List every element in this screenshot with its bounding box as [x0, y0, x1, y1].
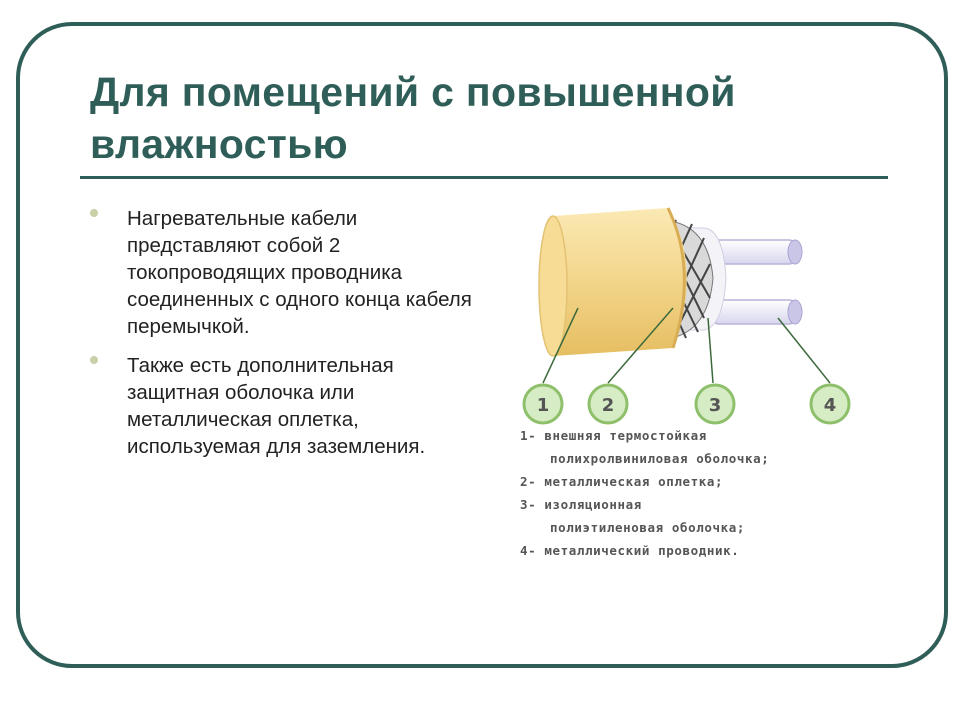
legend-line: 1- внешняя термостойкая: [520, 428, 707, 443]
outer-sheath: [539, 208, 687, 356]
callout-1: [524, 385, 562, 423]
svg-text:4: 4: [823, 395, 837, 416]
diagram-legend: [520, 424, 880, 562]
legend-line: 4- металлический проводник.: [520, 543, 740, 558]
svg-text:2: 2: [601, 395, 615, 416]
bullet-dot-icon: [90, 356, 98, 364]
callout-3: [696, 385, 734, 423]
bullet-list: [90, 205, 480, 472]
callout-4: [811, 385, 849, 423]
conductors: [713, 240, 802, 324]
legend-line: полихролвиниловая оболочка;: [550, 451, 770, 466]
svg-text:3: 3: [708, 395, 722, 416]
legend-line: полиэтиленовая оболочка;: [550, 520, 746, 535]
bullet-item: [90, 205, 480, 340]
slide-title: Для помещений с повышенной влажностью: [90, 69, 736, 167]
bullet-item: [90, 352, 480, 460]
legend-line: 2- металлическая оплетка;: [520, 474, 724, 489]
callout-2: [589, 385, 627, 423]
legend-line: 3- изоляционная: [520, 497, 642, 512]
title-underline: [80, 176, 888, 179]
bullet-text: Нагревательные кабели представляют собой 2 токопроводящих проводника соединенных с одного конца кабеля перемычкой.: [127, 207, 472, 338]
bullet-dot-icon: [90, 209, 98, 217]
bullet-text: Также есть дополнительная защитная оболочка или металлическая оплетка, используемая для заземления.: [127, 354, 426, 458]
svg-text:1: 1: [536, 395, 550, 416]
